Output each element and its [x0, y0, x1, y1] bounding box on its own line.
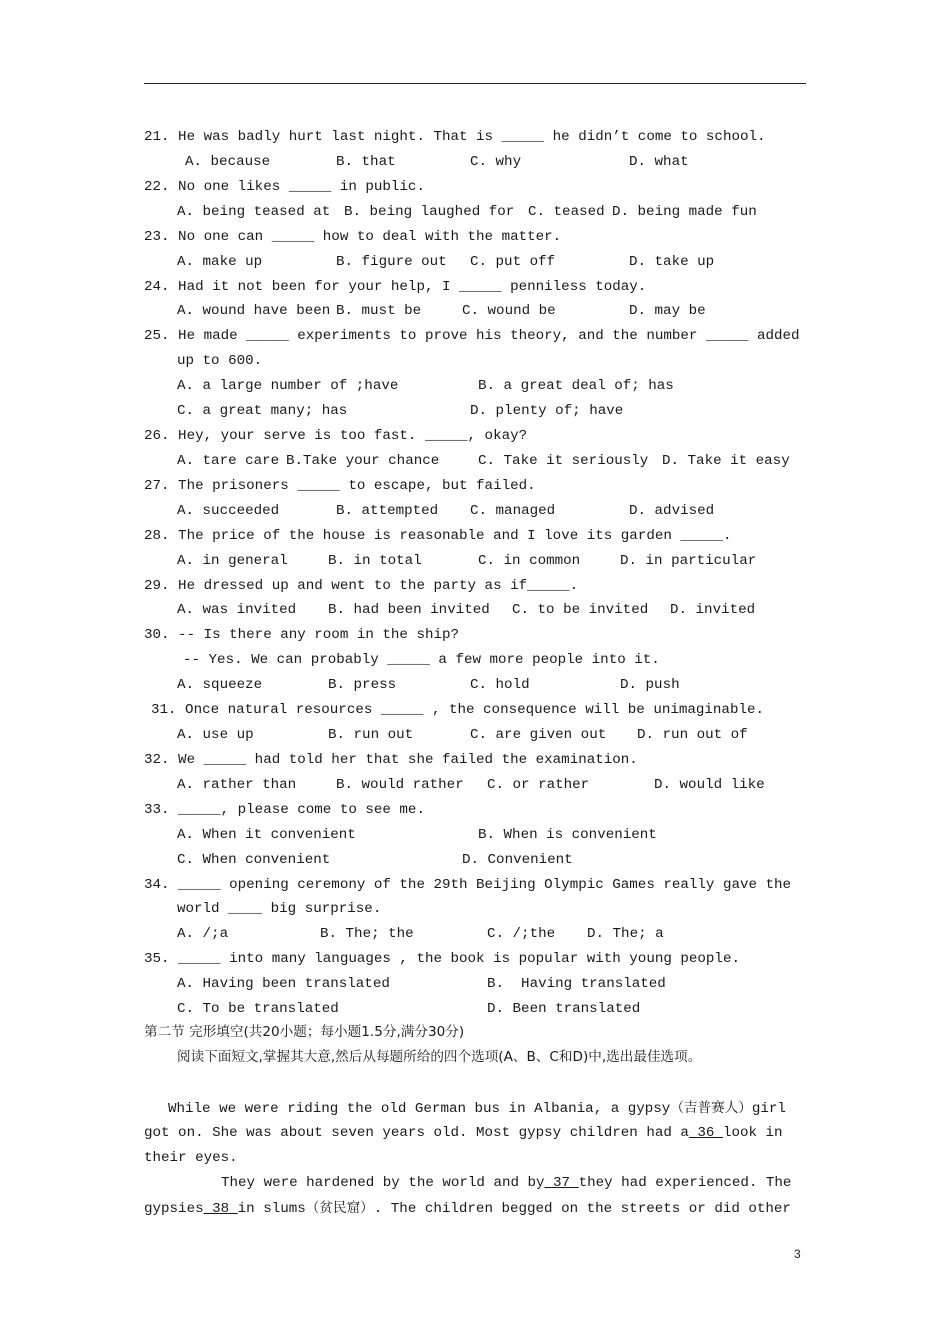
option: B. When is convenient: [478, 827, 657, 843]
option: A. was invited: [177, 602, 297, 618]
option: B. figure out: [336, 254, 447, 270]
option: A. because: [185, 154, 271, 170]
question-stem-continued: up to 600.: [177, 353, 263, 369]
question-stem: 28. The price of the house is reasonable and I love its garden _____.: [144, 528, 732, 544]
option: D. take up: [629, 254, 715, 270]
passage-text: they had experienced. The: [578, 1175, 792, 1191]
passage-line: [144, 1124, 783, 1142]
passage-text: While we were riding the old German bus in Albania, a gypsy: [168, 1101, 671, 1117]
option: B.Take your chance: [286, 453, 440, 469]
passage-text: gypsies: [144, 1201, 204, 1217]
option: C. why: [470, 154, 522, 170]
option: C. teased: [528, 204, 605, 220]
option: A. succeeded: [177, 503, 280, 519]
passage-text: got on. She was about seven years old. Most gypsy children had a: [144, 1125, 689, 1141]
option: D. run out of: [637, 727, 748, 743]
question-stem: 29. He dressed up and went to the party as if_____.: [144, 578, 579, 594]
passage-text: girl: [751, 1101, 786, 1117]
option: A. squeeze: [177, 677, 263, 693]
header-rule: [144, 83, 806, 84]
option: A. being teased at: [177, 204, 331, 220]
option: D. push: [620, 677, 680, 693]
option: B. had been invited: [328, 602, 490, 618]
option: C. in common: [478, 553, 581, 569]
option: C. managed: [470, 503, 556, 519]
option: A. When it convenient: [177, 827, 356, 843]
page-number: 3: [794, 1247, 801, 1261]
passage-line: [221, 1174, 791, 1192]
passage-line: [144, 1199, 791, 1218]
option: D. The; a: [587, 926, 664, 942]
option: C. to be invited: [512, 602, 649, 618]
question-stem: 25. He made _____ experiments to prove his theory, and the number _____ added: [144, 328, 800, 344]
option: C. When convenient: [177, 852, 331, 868]
question-stem: 30. -- Is there any room in the ship?: [144, 627, 460, 643]
option: B. run out: [328, 727, 414, 743]
option: A. tare care: [177, 453, 280, 469]
blank-37: _37_: [544, 1175, 579, 1191]
option: C. a great many; has: [177, 403, 348, 419]
passage-gloss: （吉普赛人）: [670, 1100, 752, 1116]
option: B. The; the: [320, 926, 414, 942]
question-stem: 23. No one can _____ how to deal with the matter.: [144, 229, 562, 245]
option: D. advised: [629, 503, 715, 519]
question-stem: 33. _____, please come to see me.: [144, 802, 425, 818]
section-instruction: 阅读下面短文,掌握其大意,然后从每题所给的四个选项(A、B、C和D)中,选出最佳选项。: [177, 1049, 702, 1065]
question-stem: 27. The prisoners _____ to escape, but failed.: [144, 478, 536, 494]
option: D. invited: [670, 602, 756, 618]
option: B. being laughed for: [344, 204, 515, 220]
option: D. may be: [629, 303, 706, 319]
option: A. use up: [177, 727, 254, 743]
option: B. in total: [328, 553, 422, 569]
option: A. a large number of ;have: [177, 378, 399, 394]
option: B. Having translated: [487, 976, 666, 992]
option: A. Having been translated: [177, 976, 390, 992]
option: C. wound be: [462, 303, 556, 319]
option: C. put off: [470, 254, 556, 270]
question-stem: 31. Once natural resources _____ , the consequence will be unimaginable.: [151, 702, 764, 718]
blank-36: _36_: [688, 1125, 723, 1141]
option: B. press: [328, 677, 397, 693]
question-stem: 22. No one likes _____ in public.: [144, 179, 425, 195]
option: A. rather than: [177, 777, 297, 793]
option: C. are given out: [470, 727, 607, 743]
option: B. would rather: [336, 777, 464, 793]
option: C. hold: [470, 677, 530, 693]
option: B. must be: [336, 303, 422, 319]
option: C. /;the: [487, 926, 556, 942]
question-stem-continued: world ____ big surprise.: [177, 901, 382, 917]
option: D. Convenient: [462, 852, 573, 868]
option: D. would like: [654, 777, 765, 793]
question-stem: 24. Had it not been for your help, I _____ penniless today.: [144, 279, 647, 295]
option: D. being made fun: [612, 204, 757, 220]
passage-text: look in: [722, 1125, 783, 1141]
question-stem: 34. _____ opening ceremony of the 29th Beijing Olympic Games really gave the: [144, 877, 792, 893]
question-stem: 35. _____ into many languages , the book is popular with young people.: [144, 951, 740, 967]
option: B. that: [336, 154, 396, 170]
option: A. in general: [177, 553, 288, 569]
passage-line: [168, 1099, 786, 1118]
section-heading: 第二节 完形填空(共20小题；每小题1.5分,满分30分): [144, 1024, 465, 1040]
passage-text: in slums: [237, 1201, 306, 1217]
option: C. Take it seriously: [478, 453, 649, 469]
option: C. or rather: [487, 777, 590, 793]
passage-text: . The children begged on the streets or did other: [373, 1201, 791, 1217]
option: C. To be translated: [177, 1001, 339, 1017]
option: A. wound have been: [177, 303, 331, 319]
passage-text: They were hardened by the world and by: [221, 1175, 545, 1191]
option: D. Take it easy: [662, 453, 790, 469]
passage-gloss: （贫民窟）: [305, 1200, 374, 1216]
question-stem: 32. We _____ had told her that she failed the examination.: [144, 752, 638, 768]
blank-38: _38_: [203, 1201, 238, 1217]
question-stem: 26. Hey, your serve is too fast. _____, okay?: [144, 428, 528, 444]
option: D. in particular: [620, 553, 757, 569]
passage-line: their eyes.: [144, 1150, 238, 1166]
option: B. attempted: [336, 503, 439, 519]
option: D. Been translated: [487, 1001, 641, 1017]
option: D. what: [629, 154, 689, 170]
question-stem-continued: -- Yes. We can probably _____ a few more people into it.: [183, 652, 660, 668]
option: A. make up: [177, 254, 263, 270]
option: A. /;a: [177, 926, 229, 942]
option: D. plenty of; have: [470, 403, 624, 419]
question-stem: 21. He was badly hurt last night. That is _____ he didn’t come to school.: [144, 129, 766, 145]
option: B. a great deal of; has: [478, 378, 674, 394]
